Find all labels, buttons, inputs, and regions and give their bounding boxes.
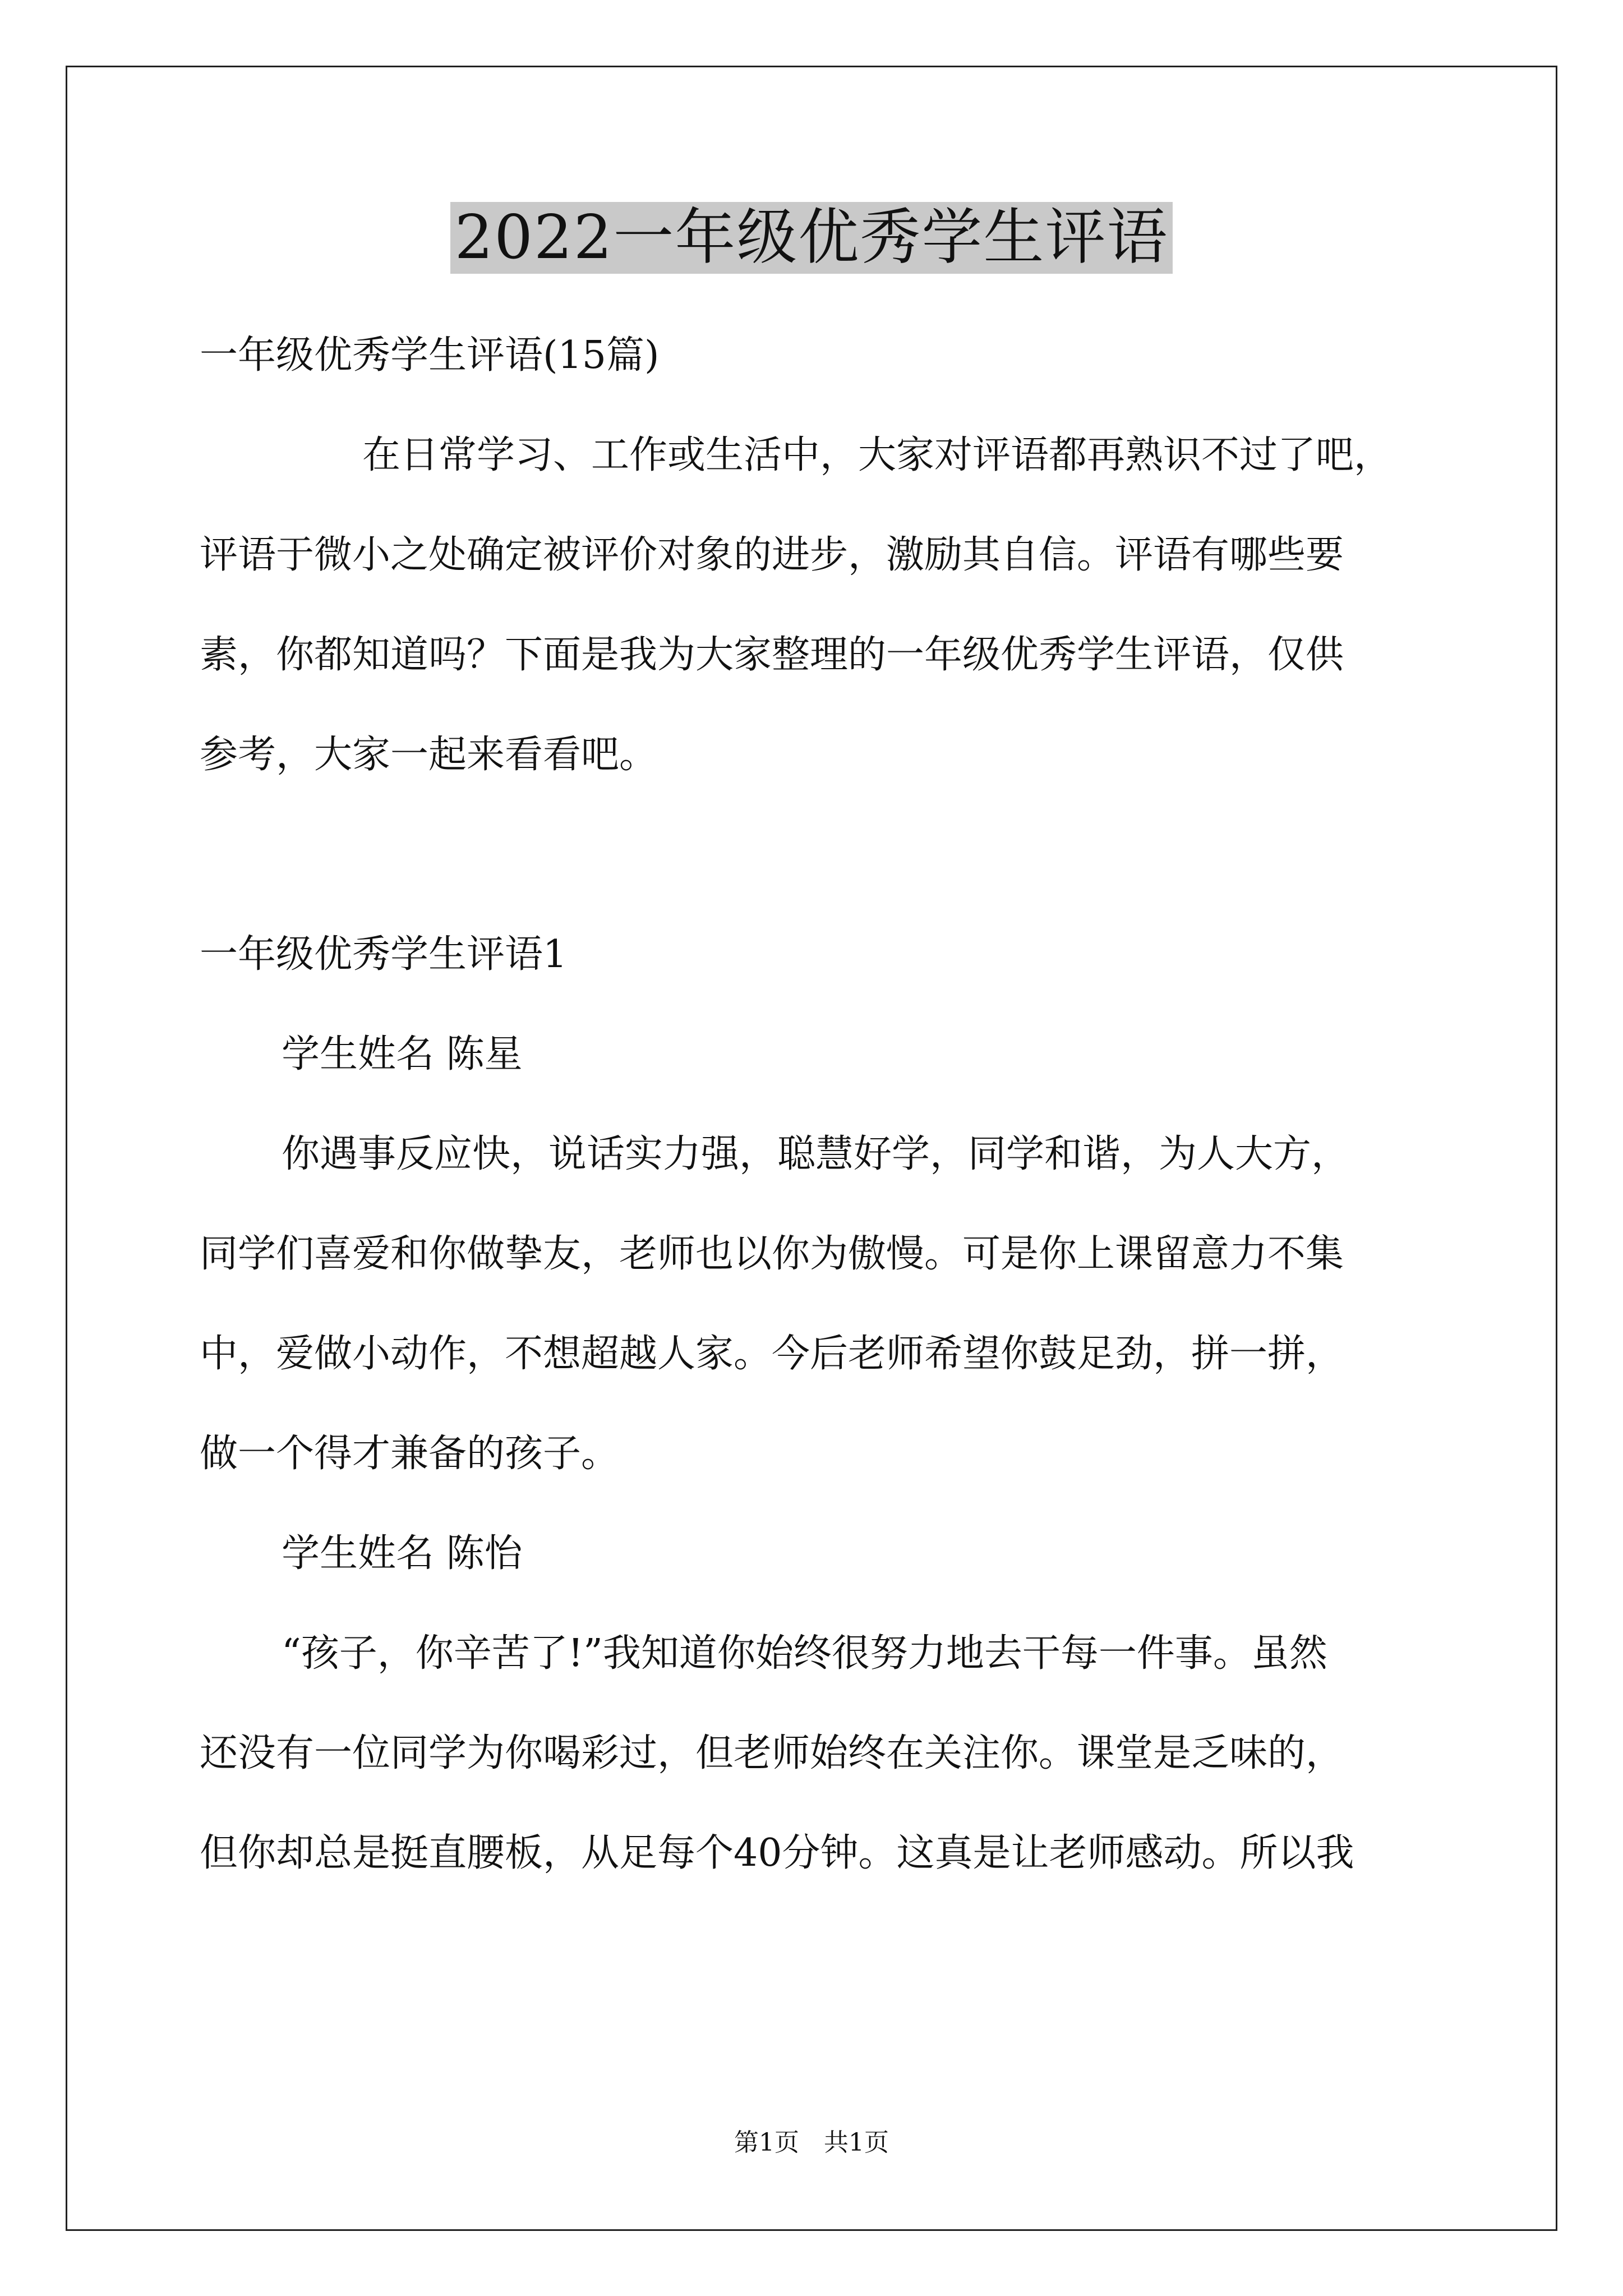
- subtitle: 一年级优秀学生评语(15篇): [200, 333, 660, 378]
- section-heading: 一年级优秀学生评语1: [200, 932, 568, 977]
- comment-line: 同学们喜爱和你做挚友，老师也以你为傲慢。可是你上课留意力不集: [200, 1232, 1344, 1276]
- comment-line: 但你却总是挺直腰板，从足每个40分钟。这真是让老师感动。所以我: [200, 1831, 1354, 1875]
- document-title: 2022一年级优秀学生评语: [450, 202, 1173, 274]
- comment-line: “孩子，你辛苦了!”我知道你始终很努力地去干每一件事。虽然: [282, 1631, 1327, 1676]
- student-name: 学生姓名 陈星: [282, 1032, 523, 1076]
- comment-line: 中，爱做小动作，不想超越人家。今后老师希望你鼓足劲，拼一拼，: [200, 1332, 1344, 1376]
- student-name: 学生姓名 陈怡: [282, 1531, 523, 1576]
- comment-line: 你遇事反应快，说话实力强，聪慧好学，同学和谐，为人大方，: [282, 1132, 1350, 1176]
- title-wrap: [0, 202, 1623, 274]
- page-footer: 第1页 共1页: [734, 2128, 889, 2157]
- intro-line: 参考，大家一起来看看吧。: [200, 733, 658, 777]
- comment-line: 做一个得才兼备的孩子。: [200, 1432, 620, 1476]
- intro-line: 在日常学习、工作或生活中，大家对评语都再熟识不过了吧，: [362, 433, 1393, 477]
- comment-line: 还没有一位同学为你喝彩过，但老师始终在关注你。课堂是乏味的，: [200, 1731, 1344, 1775]
- spacer: [200, 805, 1433, 905]
- intro-line: 评语于微小之处确定被评价对象的进步，激励其自信。评语有哪些要: [200, 533, 1344, 577]
- intro-line: 素，你都知道吗？下面是我为大家整理的一年级优秀学生评语，仅供: [200, 633, 1344, 677]
- document-body: [200, 306, 1433, 1903]
